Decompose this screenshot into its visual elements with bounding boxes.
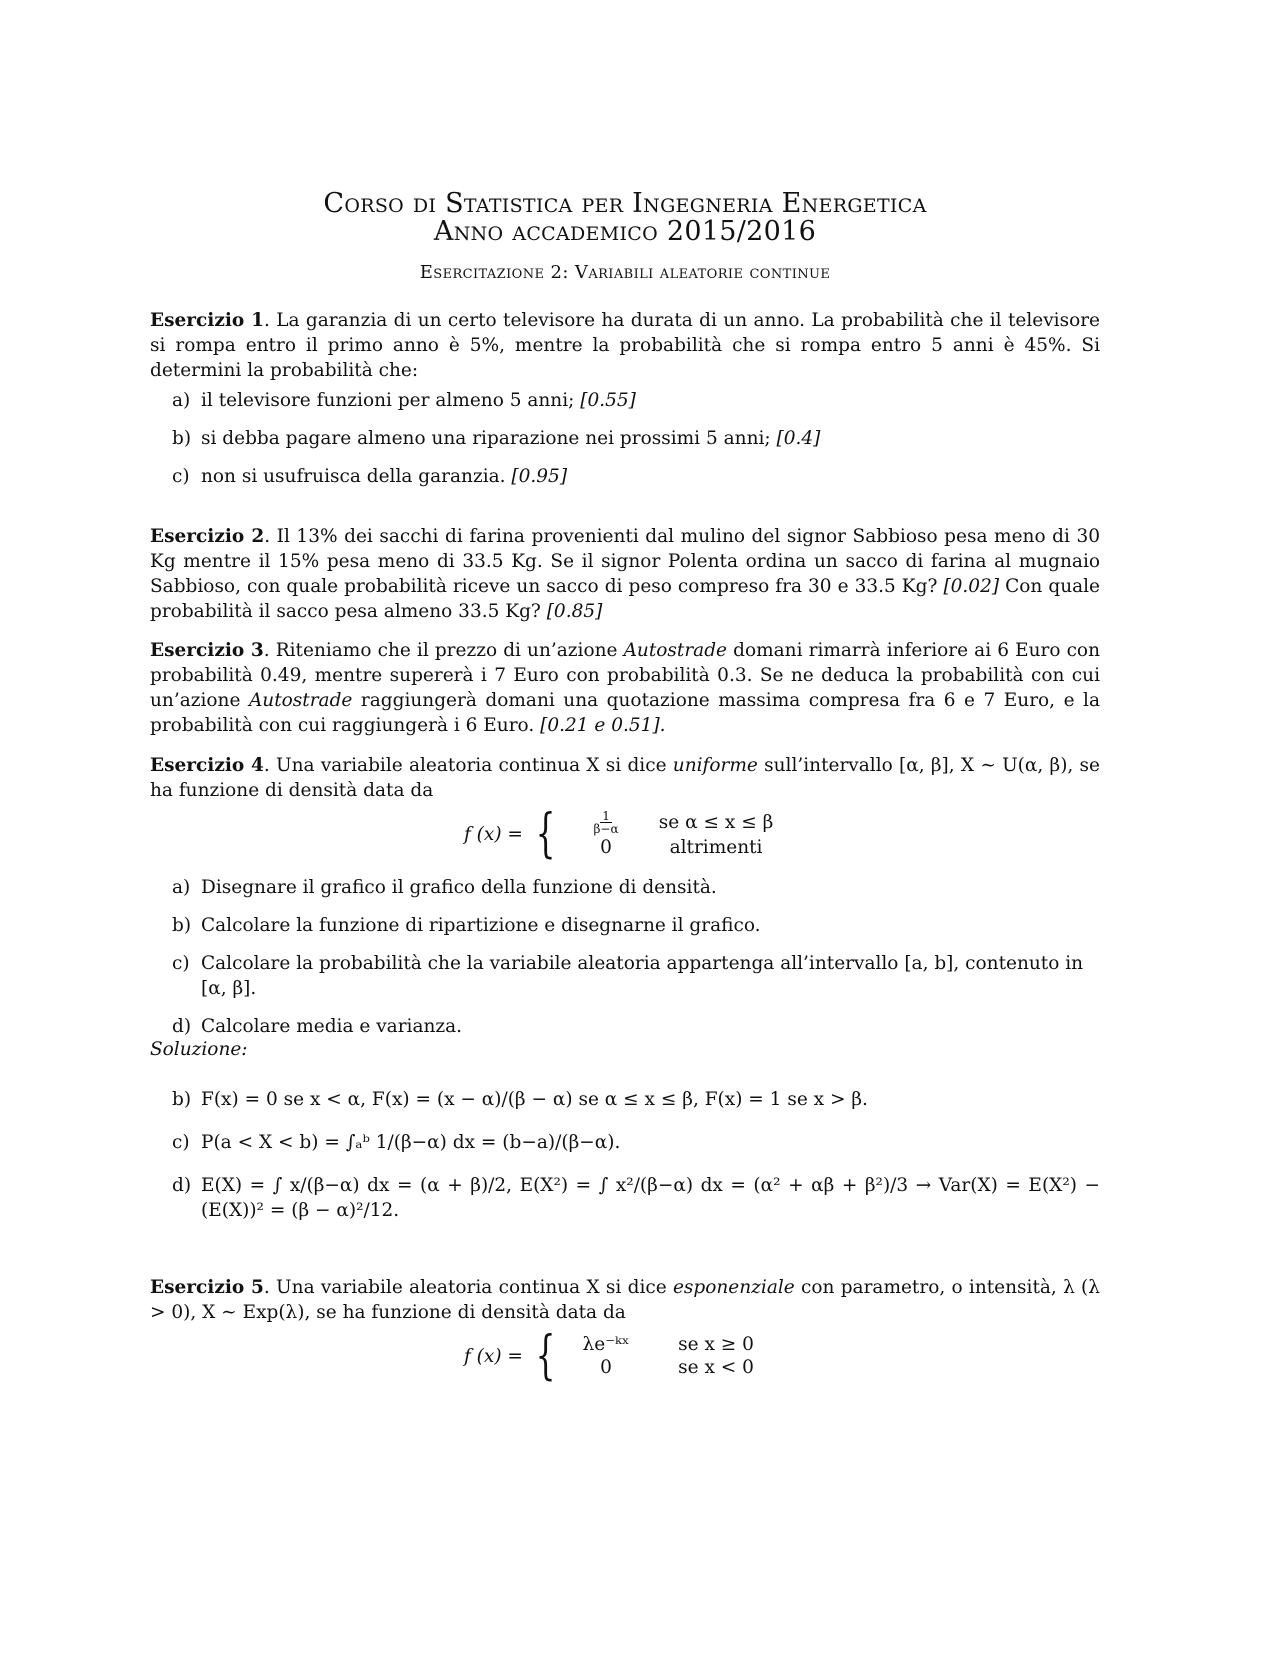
answer: [0.02] xyxy=(943,576,1000,597)
exercise-4-items xyxy=(150,875,1100,1039)
exercise-1-items xyxy=(150,388,1100,489)
list-item: a) Disegnare il grafico il grafico della funzione di densità. xyxy=(172,877,717,898)
exponential-density-formula xyxy=(150,1326,1100,1386)
formula-cases: λe⁻ᵏˣ se x ≥ 0 0 se x < 0 xyxy=(582,1334,754,1378)
exercise-3-label: Esercizio 3 xyxy=(150,640,264,661)
list-item: d) E(X) = ∫ x/(β−α) dx = (α + β)/2, E(X²) = ∫ x²/(β−α) dx = (α² + αβ + β²)/3 → Var(X) = E(X²) − (E(X))² = (β − α)²/12. xyxy=(172,1175,1100,1221)
left-brace: { xyxy=(535,1326,556,1386)
answer: [0.95] xyxy=(511,466,568,487)
exercise-1-label: Esercizio 1 xyxy=(150,310,264,331)
course-title xyxy=(150,190,1100,246)
course-title-line1: Corso di Statistica per Ingegneria Energetica xyxy=(323,188,927,219)
formula-lhs: f (x) = xyxy=(463,1345,523,1367)
exercise-5-text: Esercizio 5. Una variabile aleatoria continua X si dice esponenziale con parametro, o intensità, λ (λ > 0), X ∼ Exp(λ), se ha funzione di densità data da xyxy=(150,1277,1101,1323)
exercise-4-solutions xyxy=(150,1087,1100,1223)
exercise-2-label: Esercizio 2 xyxy=(150,526,265,547)
list-item: c) P(a < X < b) = ∫ₐᵇ 1/(β−α) dx = (b−a)/(β−α). xyxy=(172,1132,621,1153)
solution-label: Soluzione: xyxy=(150,1039,248,1060)
fraction: $\frac{1}{\beta-\alpha}$ xyxy=(593,809,619,836)
formula-lhs: f (x) = xyxy=(463,823,523,845)
exercise-1-body: . La garanzia di un certo televisore ha durata di un anno. La probabilità che il televisore si rompa entro il primo anno è 5%, mentre la probabilità che si rompa entro 5 anni è 45%. Si determini la probabilità che: xyxy=(150,310,1100,381)
answer: [0.21 e 0.51]. xyxy=(540,715,666,736)
answer: [0.4] xyxy=(776,428,821,449)
list-item: d) Calcolare media e varianza. xyxy=(172,1016,463,1037)
left-brace: { xyxy=(535,804,556,864)
course-title-line2: Anno accademico 2015/2016 xyxy=(433,216,817,247)
list-item: b) si debba pagare almeno una riparazione nei prossimi 5 anni; [0.4] xyxy=(172,428,821,449)
exercise-4-text: Esercizio 4. Una variabile aleatoria continua X si dice uniforme sull’intervallo [α, β], X ∼ U(α, β), se ha funzione di densità data da xyxy=(150,755,1101,801)
list-item: c) Calcolare la probabilità che la variabile aleatoria appartenga all’intervallo [a, b], contenuto in [α, β]. xyxy=(172,953,1084,999)
uniform-density-formula xyxy=(150,804,1100,864)
exercise-2-text: Esercizio 2. Il 13% dei sacchi di farina provenienti dal mulino del signor Sabbioso pesa meno di 30 Kg mentre il 15% pesa meno di 33.5 Kg. Se il signor Polenta ordina un sacco di farina al mugnaio Sabbioso, con quale probabilità riceve un sacco di peso compreso fra 30 e 33.5 Kg? [0.02] Con quale probabilità il sacco pesa almeno 33.5 Kg? [0.85] xyxy=(150,526,1101,622)
list-item: b) F(x) = 0 se x < α, F(x) = (x − α)/(β − α) se α ≤ x ≤ β, F(x) = 1 se x > β. xyxy=(172,1089,868,1110)
list-item: c) non si usufruisca della garanzia. [0.95] xyxy=(172,466,568,487)
exercise-3-text: Esercizio 3. Riteniamo che il prezzo di un’azione Autostrade domani rimarrà inferiore ai 6 Euro con probabilità 0.49, mentre supererà i 7 Euro con probabilità 0.3. Se ne deduca la probabilità con cui un’azione Autostrade raggiungerà domani una quotazione massima compresa fra 6 e 7 Euro, e la probabilità con cui raggiungerà i 6 Euro. [0.21 e 0.51]. xyxy=(150,640,1100,736)
exercise-1-text xyxy=(150,308,1100,383)
exercise-sheet-subtitle: Esercitazione 2: Variabili aleatorie continue xyxy=(419,262,831,283)
exercise-4-label: Esercizio 4 xyxy=(150,755,264,776)
formula-cases: $\frac{1}{\beta-\alpha}$ se α ≤ x ≤ β 0 altrimenti xyxy=(593,809,774,858)
exercise-5-label: Esercizio 5 xyxy=(150,1277,264,1298)
list-item: a) il televisore funzioni per almeno 5 anni; [0.55] xyxy=(172,390,636,411)
answer: [0.85] xyxy=(546,601,603,622)
list-item: b) Calcolare la funzione di ripartizione e disegnarne il grafico. xyxy=(172,915,761,936)
answer: [0.55] xyxy=(580,390,636,411)
